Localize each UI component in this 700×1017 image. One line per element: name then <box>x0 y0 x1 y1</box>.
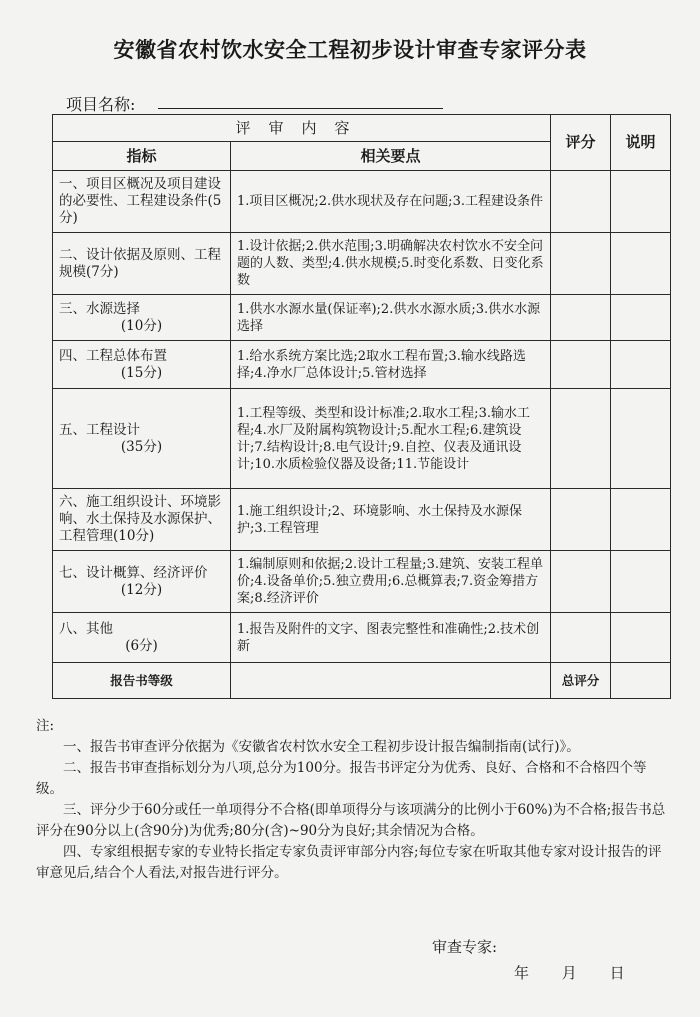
note-cell[interactable] <box>611 613 671 663</box>
table-row <box>53 389 671 489</box>
table-row <box>53 613 671 663</box>
score-cell[interactable] <box>551 341 611 389</box>
report-grade-cell[interactable] <box>231 663 551 699</box>
note-header: 说明 <box>611 115 671 171</box>
table-row <box>53 171 671 233</box>
score-table <box>52 114 671 699</box>
table-footer-row <box>53 663 671 699</box>
indicator-cell <box>53 613 231 663</box>
indicator-cell: 一、项目区概况及项目建设的必要性、工程建设条件(5分) <box>53 171 231 233</box>
indicator-cell <box>53 389 231 489</box>
month-label: 月 <box>561 964 577 982</box>
indicator-points: (35分) <box>120 438 163 455</box>
note-cell[interactable] <box>611 489 671 551</box>
table-row <box>53 489 671 551</box>
indicator-points: (10分) <box>120 317 163 334</box>
score-cell[interactable] <box>551 551 611 613</box>
review-content-header: 评审内容 <box>53 115 551 142</box>
date-line <box>514 962 653 983</box>
table-row <box>53 233 671 295</box>
key-points-cell: 1.项目区概况;2.供水现状及存在问题;3.工程建设条件 <box>231 171 551 233</box>
table-row <box>53 551 671 613</box>
table-row <box>53 341 671 389</box>
note-cell[interactable] <box>611 295 671 341</box>
year-label: 年 <box>514 964 530 982</box>
key-points-cell: 1.供水水源水量(保证率);2.供水水源水质;3.供水水源选择 <box>231 295 551 341</box>
reviewer-signature-label: 审查专家: <box>432 938 498 956</box>
indicator-header: 指标 <box>53 142 231 171</box>
indicator-cell <box>53 295 231 341</box>
note-cell[interactable] <box>611 551 671 613</box>
report-grade-label: 报告书等级 <box>53 663 231 699</box>
note-cell[interactable] <box>611 171 671 233</box>
score-cell[interactable] <box>551 389 611 489</box>
key-points-cell: 1.工程等级、类型和设计标准;2.取水工程;3.输水工程;4.水厂及附属构筑物设计;5.配水工程;6.建筑设计;7.结构设计;8.电气设计;9.自控、仪表及通讯设计;10.水质检验仪器及设备;11.节能设计 <box>231 389 551 489</box>
score-cell[interactable] <box>551 613 611 663</box>
indicator-cell <box>53 551 231 613</box>
table-row <box>53 295 671 341</box>
key-points-cell: 1.报告及附件的文字、图表完整性和准确性;2.技术创新 <box>231 613 551 663</box>
score-header: 评分 <box>551 115 611 171</box>
note-cell[interactable] <box>611 389 671 489</box>
key-points-header: 相关要点 <box>231 142 551 171</box>
indicator-cell: 二、设计依据及原则、工程规模(7分) <box>53 233 231 295</box>
key-points-cell: 1.给水系统方案比选;2取水工程布置;3.输水线路选择;4.净水厂总体设计;5.管材选择 <box>231 341 551 389</box>
indicator-points: (12分) <box>120 581 163 598</box>
note-cell[interactable] <box>611 233 671 295</box>
score-cell[interactable] <box>551 171 611 233</box>
indicator-title: 五、工程设计 <box>59 421 140 438</box>
indicator-title: 八、其他 <box>59 620 113 637</box>
indicator-cell <box>53 341 231 389</box>
note-item: 四、专家组根据专家的专业特长指定专家负责评审部分内容;每位专家在听取其他专家对设计报告的评审意见后,结合个人看法,对报告进行评分。 <box>36 844 662 881</box>
indicator-title: 四、工程总体布置 <box>59 347 167 364</box>
note-item: 二、报告书审查指标划分为八项,总分为100分。报告书评定分为优秀、良好、合格和不合格四个等级。 <box>36 760 647 797</box>
indicator-cell: 六、施工组织设计、环境影响、水土保持及水源保护、工程管理(10分) <box>53 489 231 551</box>
total-score-label: 总评分 <box>551 663 611 699</box>
day-label: 日 <box>609 964 625 982</box>
note-item: 一、报告书审查评分依据为《安徽省农村饮水安全工程初步设计报告编制指南(试行)》。 <box>63 739 580 755</box>
notes-label: 注: <box>36 718 55 734</box>
indicator-title: 七、设计概算、经济评价 <box>59 564 208 581</box>
indicator-title: 三、水源选择 <box>59 300 140 317</box>
score-cell[interactable] <box>551 489 611 551</box>
total-score-cell[interactable] <box>611 663 671 699</box>
key-points-cell: 1.设计依据;2.供水范围;3.明确解决农村饮水不安全问题的人数、类型;4.供水规模;5.时变化系数、日变化系数 <box>231 233 551 295</box>
notes-section <box>36 716 666 884</box>
project-name-field[interactable] <box>158 108 443 109</box>
indicator-points: (6分) <box>125 637 158 654</box>
score-cell[interactable] <box>551 295 611 341</box>
note-cell[interactable] <box>611 341 671 389</box>
indicator-points: (15分) <box>120 364 163 381</box>
key-points-cell: 1.施工组织设计;2、环境影响、水土保持及水源保护;3.工程管理 <box>231 489 551 551</box>
key-points-cell: 1.编制原则和依据;2.设计工程量;3.建筑、安装工程单价;4.设备单价;5.独立费用;6.总概算表;7.资金筹措方案;8.经济评价 <box>231 551 551 613</box>
note-item: 三、评分少于60分或任一单项得分不合格(即单项得分与该项满分的比例小于60%)为不合格;报告书总评分在90分以上(含90分)为优秀;80分(含)~90分为良好;其余情况为合格。 <box>36 802 666 839</box>
document-title: 安徽省农村饮水安全工程初步设计审查专家评分表 <box>113 38 587 62</box>
project-name-label: 项目名称: <box>66 95 136 114</box>
score-cell[interactable] <box>551 233 611 295</box>
